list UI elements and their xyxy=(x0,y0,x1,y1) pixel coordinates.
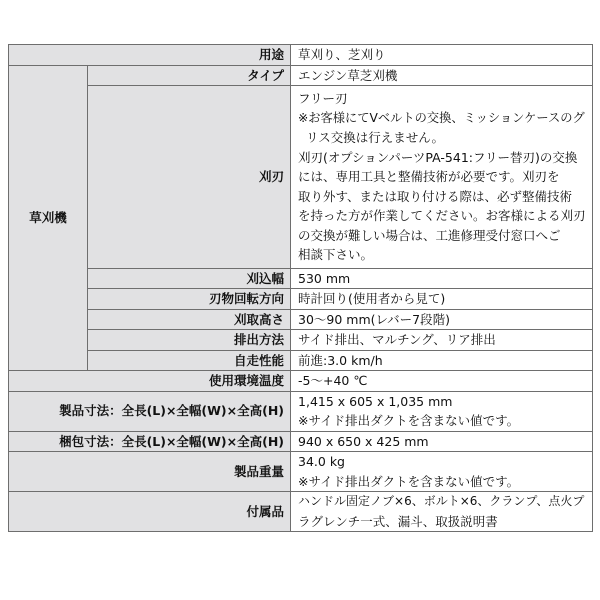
spec-row-type xyxy=(9,65,593,86)
spec-row-product-size xyxy=(9,391,593,431)
spec-label-discharge: 排出方法 xyxy=(88,330,291,351)
product-size-note: ※サイド排出ダクトを含まない値です。 xyxy=(298,413,520,428)
spec-row-accessories xyxy=(9,492,593,532)
weight-value: 34.0 kg xyxy=(298,454,345,469)
spec-label-cut-height: 刈取高さ xyxy=(88,309,291,330)
spec-row-use xyxy=(9,45,593,66)
spec-row-rotation xyxy=(9,289,593,310)
spec-value-use: 草刈り、芝刈り xyxy=(291,45,593,66)
spec-label-use: 用途 xyxy=(9,45,291,66)
spec-row-package-size xyxy=(9,431,593,452)
spec-value-type: エンジン草芝刈機 xyxy=(291,65,593,86)
blade-line: を持った方が作業してください。お客様による刈刃 xyxy=(298,208,586,223)
spec-label-self-propelled: 自走性能 xyxy=(88,350,291,371)
spec-value-package-size: 940 x 650 x 425 mm xyxy=(291,431,593,452)
blade-line: 取り外す、または取り付ける際は、必ず整備技術 xyxy=(298,188,573,204)
spec-row-blade xyxy=(9,86,593,269)
spec-label-accessories: 付属品 xyxy=(9,492,291,532)
spec-label-weight: 製品重量 xyxy=(9,452,291,492)
spec-row-weight xyxy=(9,452,593,492)
blade-line: には、専用工具と整備技術が必要です。刈刃を xyxy=(298,169,560,184)
spec-row-temperature xyxy=(9,371,593,392)
product-size-value: 1,415 x 605 x 1,035 mm xyxy=(298,393,453,409)
spec-label-type: タイプ xyxy=(88,65,291,86)
spec-value-temperature: -5〜+40 ℃ xyxy=(291,371,593,392)
blade-line: ※お客様にてVベルトの交換、ミッションケースのグ xyxy=(298,110,585,125)
spec-row-cut-height xyxy=(9,309,593,330)
blade-line: リス交換は行えません。 xyxy=(306,130,445,145)
spec-value-weight xyxy=(291,452,593,492)
spec-label-temperature: 使用環境温度 xyxy=(9,371,291,392)
spec-value-blade xyxy=(291,86,593,269)
spec-value-rotation: 時計回り(使用者から見て) xyxy=(291,289,593,310)
spec-value-self-propelled: 前進:3.0 km/h xyxy=(291,350,593,371)
spec-row-self-propelled xyxy=(9,350,593,371)
accessories-line: ハンドル固定ノブ×6、ボルト×6、クランプ、点火プ xyxy=(298,494,585,508)
group-label-mower: 草刈機 xyxy=(9,65,88,371)
spec-value-accessories xyxy=(291,492,593,532)
spec-value-cut-height: 30〜90 mm(レバー7段階) xyxy=(291,309,593,330)
spec-value-discharge: サイド排出、マルチング、リア排出 xyxy=(291,330,593,351)
spec-label-blade: 刈刃 xyxy=(88,86,291,269)
blade-line: フリー刃 xyxy=(298,91,348,106)
weight-note: ※サイド排出ダクトを含まない値です。 xyxy=(298,473,520,489)
spec-label-cut-width: 刈込幅 xyxy=(88,268,291,289)
blade-line: の交換が難しい場合は、工進修理受付窓口へご xyxy=(298,227,561,243)
spec-table xyxy=(8,44,593,532)
blade-line: 刈刃(オプションパーツPA-541:フリー替刃)の交換 xyxy=(298,149,578,165)
spec-label-product-size: 製品寸法：全長(L)×全幅(W)×全高(H) xyxy=(9,391,291,431)
spec-label-rotation: 刃物回転方向 xyxy=(88,289,291,310)
spec-label-package-size: 梱包寸法：全長(L)×全幅(W)×全高(H) xyxy=(9,431,291,452)
spec-value-cut-width: 530 mm xyxy=(291,268,593,289)
spec-row-discharge xyxy=(9,330,593,351)
blade-line: 相談下さい。 xyxy=(298,247,374,262)
spec-row-cut-width xyxy=(9,268,593,289)
spec-value-product-size xyxy=(291,391,593,431)
accessories-line: ラグレンチ一式、漏斗、取扱説明書 xyxy=(298,513,498,529)
